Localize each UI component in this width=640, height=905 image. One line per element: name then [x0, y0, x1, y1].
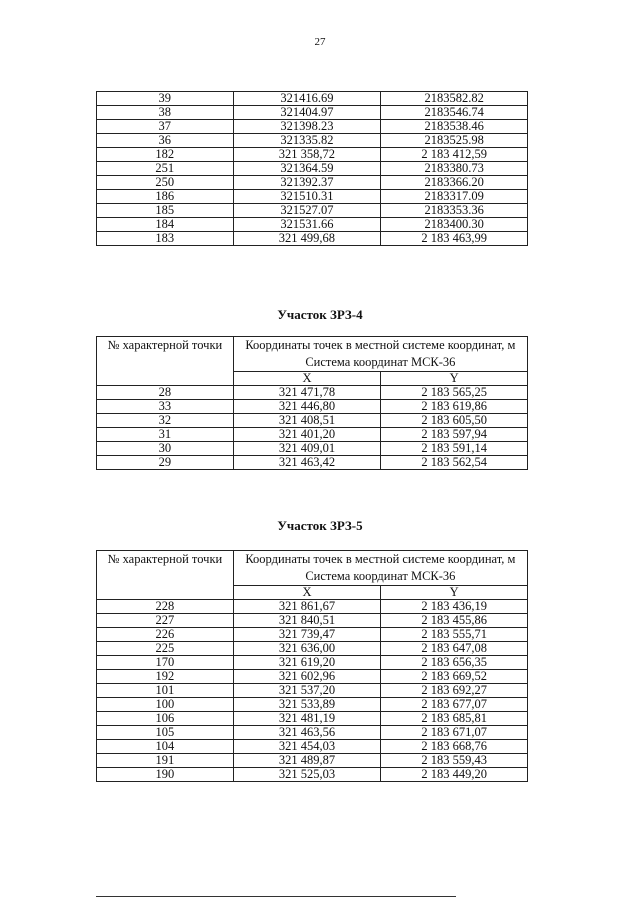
y-coordinate-cell: 2 183 668,76 [381, 740, 528, 754]
x-coordinate-cell: 321 489,87 [233, 754, 381, 768]
x-coordinate-cell: 321 463,56 [233, 726, 381, 740]
table-row [97, 400, 528, 414]
point-number-cell: 192 [97, 670, 234, 684]
point-number-cell: 185 [97, 204, 234, 218]
x-coordinate-cell: 321 358,72 [233, 148, 381, 162]
footer-divider [96, 896, 456, 897]
table-row [97, 414, 528, 428]
table-row [97, 726, 528, 740]
x-coordinate-cell: 321392.37 [233, 176, 381, 190]
x-coordinate-cell: 321 481,19 [233, 712, 381, 726]
table-row [97, 456, 528, 470]
y-coordinate-cell: 2 183 671,07 [381, 726, 528, 740]
table-row [97, 642, 528, 656]
x-coordinate-cell: 321 525,03 [233, 768, 381, 782]
table-header [97, 337, 528, 386]
x-coordinate-cell: 321404.97 [233, 106, 381, 120]
y-coordinate-cell: 2183317.09 [381, 190, 528, 204]
header-coords-label: Координаты точек в местной системе координат, м Система координат МСК-36 [233, 337, 527, 372]
table-row [97, 148, 528, 162]
x-coordinate-cell: 321531.66 [233, 218, 381, 232]
coordinates-table-zrz-5 [96, 550, 528, 782]
x-coordinate-cell: 321 537,20 [233, 684, 381, 698]
table-row [97, 232, 528, 246]
table-header [97, 551, 528, 600]
table-row [97, 176, 528, 190]
table-row [97, 218, 528, 232]
y-coordinate-cell: 2 183 412,59 [381, 148, 528, 162]
table-body [97, 600, 528, 782]
point-number-cell: 183 [97, 232, 234, 246]
y-coordinate-cell: 2 183 605,50 [381, 414, 528, 428]
point-number-cell: 186 [97, 190, 234, 204]
table-row [97, 656, 528, 670]
point-number-cell: 170 [97, 656, 234, 670]
point-number-cell: 250 [97, 176, 234, 190]
point-number-cell: 106 [97, 712, 234, 726]
x-coordinate-cell: 321 471,78 [233, 386, 381, 400]
table-row [97, 600, 528, 614]
table-row [97, 204, 528, 218]
point-number-cell: 182 [97, 148, 234, 162]
table-body [97, 92, 528, 246]
y-coordinate-cell: 2183353.36 [381, 204, 528, 218]
x-coordinate-cell: 321 454,03 [233, 740, 381, 754]
table-body [97, 386, 528, 470]
table-row [97, 754, 528, 768]
y-coordinate-cell: 2183400.30 [381, 218, 528, 232]
x-coordinate-cell: 321 739,47 [233, 628, 381, 642]
point-number-cell: 225 [97, 642, 234, 656]
point-number-cell: 28 [97, 386, 234, 400]
x-coordinate-cell: 321 446,80 [233, 400, 381, 414]
point-number-cell: 227 [97, 614, 234, 628]
table-row [97, 684, 528, 698]
table-row [97, 670, 528, 684]
table-row [97, 386, 528, 400]
table-row [97, 190, 528, 204]
x-coordinate-cell: 321398.23 [233, 120, 381, 134]
x-coordinate-cell: 321 499,68 [233, 232, 381, 246]
header-y: Y [381, 372, 528, 386]
table-row [97, 120, 528, 134]
x-coordinate-cell: 321 401,20 [233, 428, 381, 442]
point-number-cell: 32 [97, 414, 234, 428]
y-coordinate-cell: 2 183 619,86 [381, 400, 528, 414]
point-number-cell: 184 [97, 218, 234, 232]
y-coordinate-cell: 2 183 463,99 [381, 232, 528, 246]
y-coordinate-cell: 2 183 669,52 [381, 670, 528, 684]
x-coordinate-cell: 321 861,67 [233, 600, 381, 614]
table-row [97, 740, 528, 754]
y-coordinate-cell: 2 183 455,86 [381, 614, 528, 628]
y-coordinate-cell: 2 183 677,07 [381, 698, 528, 712]
table-row [97, 614, 528, 628]
header-coords-label: Координаты точек в местной системе координат, м Система координат МСК-36 [233, 551, 527, 586]
y-coordinate-cell: 2183366.20 [381, 176, 528, 190]
x-coordinate-cell: 321 602,96 [233, 670, 381, 684]
x-coordinate-cell: 321335.82 [233, 134, 381, 148]
table-row [97, 712, 528, 726]
coordinates-table-continued [96, 91, 528, 246]
x-coordinate-cell: 321 533,89 [233, 698, 381, 712]
x-coordinate-cell: 321 636,00 [233, 642, 381, 656]
point-number-cell: 33 [97, 400, 234, 414]
point-number-cell: 100 [97, 698, 234, 712]
point-number-cell: 101 [97, 684, 234, 698]
y-coordinate-cell: 2 183 656,35 [381, 656, 528, 670]
y-coordinate-cell: 2 183 685,81 [381, 712, 528, 726]
header-point-label: № характерной точки [97, 551, 234, 600]
y-coordinate-cell: 2183538.46 [381, 120, 528, 134]
y-coordinate-cell: 2 183 555,71 [381, 628, 528, 642]
point-number-cell: 38 [97, 106, 234, 120]
x-coordinate-cell: 321 463,42 [233, 456, 381, 470]
point-number-cell: 226 [97, 628, 234, 642]
point-number-cell: 37 [97, 120, 234, 134]
y-coordinate-cell: 2 183 565,25 [381, 386, 528, 400]
table-row [97, 768, 528, 782]
table-row [97, 428, 528, 442]
y-coordinate-cell: 2183525.98 [381, 134, 528, 148]
table-row [97, 628, 528, 642]
y-coordinate-cell: 2183380.73 [381, 162, 528, 176]
coordinates-table-zrz-4 [96, 336, 528, 470]
point-number-cell: 31 [97, 428, 234, 442]
point-number-cell: 39 [97, 92, 234, 106]
table-row [97, 134, 528, 148]
point-number-cell: 191 [97, 754, 234, 768]
y-coordinate-cell: 2 183 591,14 [381, 442, 528, 456]
header-x: X [233, 586, 381, 600]
x-coordinate-cell: 321 408,51 [233, 414, 381, 428]
point-number-cell: 105 [97, 726, 234, 740]
point-number-cell: 104 [97, 740, 234, 754]
point-number-cell: 228 [97, 600, 234, 614]
x-coordinate-cell: 321364.59 [233, 162, 381, 176]
point-number-cell: 36 [97, 134, 234, 148]
point-number-cell: 30 [97, 442, 234, 456]
y-coordinate-cell: 2 183 597,94 [381, 428, 528, 442]
y-coordinate-cell: 2183546.74 [381, 106, 528, 120]
x-coordinate-cell: 321527.07 [233, 204, 381, 218]
table-row [97, 442, 528, 456]
point-number-cell: 29 [97, 456, 234, 470]
point-number-cell: 190 [97, 768, 234, 782]
table-row [97, 92, 528, 106]
table-row [97, 162, 528, 176]
y-coordinate-cell: 2 183 449,20 [381, 768, 528, 782]
y-coordinate-cell: 2 183 436,19 [381, 600, 528, 614]
header-x: X [233, 372, 381, 386]
y-coordinate-cell: 2 183 692,27 [381, 684, 528, 698]
x-coordinate-cell: 321 840,51 [233, 614, 381, 628]
header-y: Y [381, 586, 528, 600]
point-number-cell: 251 [97, 162, 234, 176]
y-coordinate-cell: 2 183 562,54 [381, 456, 528, 470]
table-row [97, 106, 528, 120]
y-coordinate-cell: 2 183 647,08 [381, 642, 528, 656]
page-number: 27 [314, 36, 326, 48]
section-title-zrz-4: Участок ЗРЗ-4 [277, 307, 363, 322]
section-title-zrz-5: Участок ЗРЗ-5 [277, 518, 363, 533]
x-coordinate-cell: 321510.31 [233, 190, 381, 204]
x-coordinate-cell: 321416.69 [233, 92, 381, 106]
y-coordinate-cell: 2183582.82 [381, 92, 528, 106]
header-point-label: № характерной точки [97, 337, 234, 386]
y-coordinate-cell: 2 183 559,43 [381, 754, 528, 768]
table-row [97, 698, 528, 712]
x-coordinate-cell: 321 619,20 [233, 656, 381, 670]
x-coordinate-cell: 321 409,01 [233, 442, 381, 456]
